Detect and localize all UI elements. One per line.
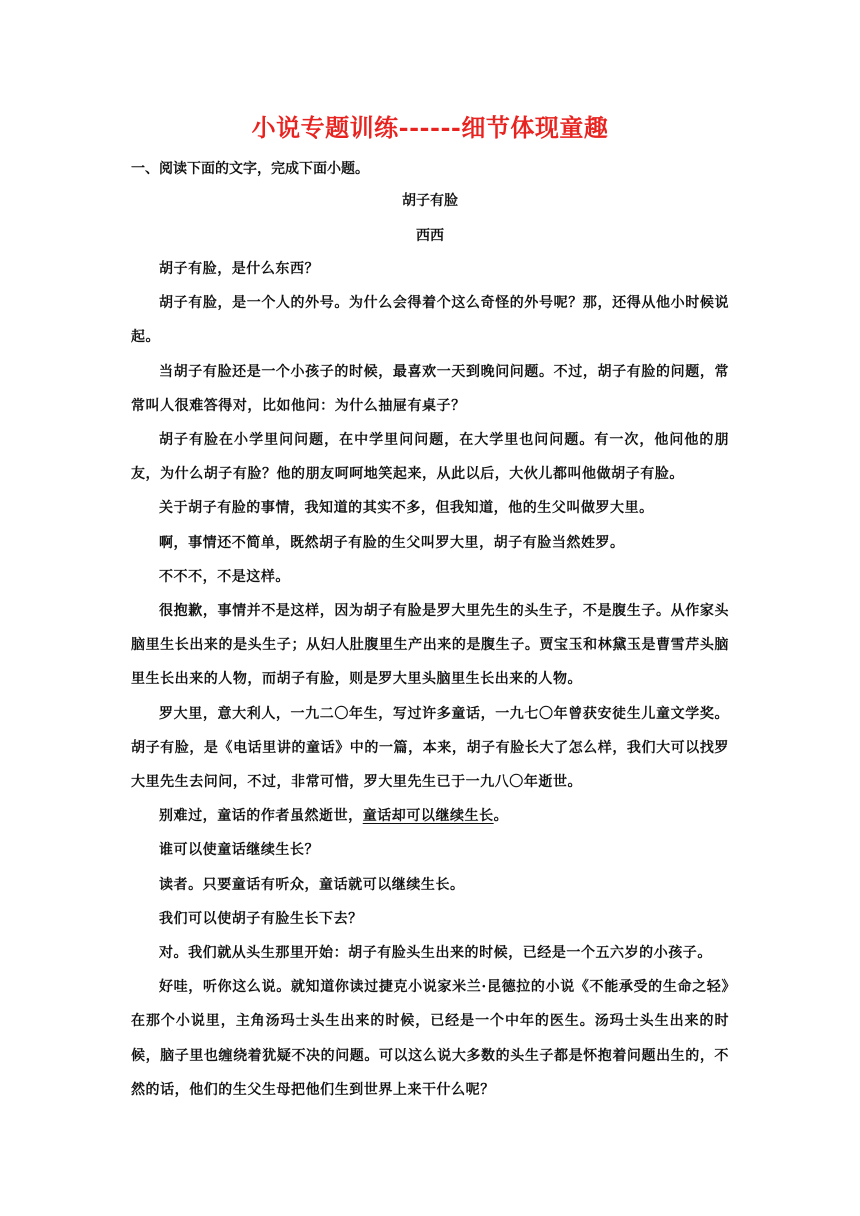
paragraph: 罗大里，意大利人，一九二〇年生，写过许多童话，一九七〇年曾获安徒生儿童文学奖。胡子有脸，是《电话里讲的童话》中的一篇，本来，胡子有脸长大了怎么样，我们大可以找罗大里先生去问问，不过，非常可惜，罗大里先生已于一九八〇年逝世。 bbox=[131, 705, 729, 791]
section-heading: 一、阅读下面的文字，完成下面小题。 bbox=[131, 161, 369, 177]
paragraph: 胡子有脸，是一个人的外号。为什么会得着个这么奇怪的外号呢？那，还得从他小时候说起。 bbox=[131, 295, 729, 346]
paragraph: 对。我们就从头生那里开始：胡子有脸头生出来的时候，已经是一个五六岁的小孩子。 bbox=[159, 945, 712, 962]
paragraph: 啊，事情还不简单，既然胡子有脸的生父叫罗大里，胡子有脸当然姓罗。 bbox=[159, 534, 625, 551]
paragraph-text: 别难过，童话的作者虽然逝世， bbox=[159, 808, 363, 825]
story-title: 胡子有脸 bbox=[402, 193, 458, 209]
paragraph: 不不不，不是这样。 bbox=[159, 568, 290, 585]
paragraph-text: 。 bbox=[493, 808, 509, 825]
paragraph: 好哇，听你这么说。就知道你读过捷克小说家米兰·昆德拉的小说《不能承受的生命之轻》在那个小说里，主角汤玛士头生出来的时候，已经是一个中年的医生。汤玛士头生出来的时候，脑子里也缠绕着犹疑不决的问题。可以这么说大多数的头生子都是怀抱着问题出生的，不然的话，他们的生父生母把他们生到世界上来干什么呢？ bbox=[131, 979, 729, 1098]
paragraph-with-underline bbox=[131, 799, 729, 833]
story-author: 西西 bbox=[416, 228, 444, 244]
underlined-phrase: 童话却可以继续生长 bbox=[362, 808, 494, 825]
paragraph: 谁可以使童话继续生长？ bbox=[159, 842, 320, 859]
paragraph: 当胡子有脸还是一个小孩子的时候，最喜欢一天到晚问问题。不过，胡子有脸的问题，常常叫人很难答得对，比如他问：为什么抽屉有桌子？ bbox=[131, 363, 729, 414]
story-body bbox=[131, 252, 729, 1107]
paragraph: 胡子有脸在小学里问问题，在中学里问问题，在大学里也问问题。有一次，他问他的朋友，为什么胡子有脸？他的朋友呵呵地笑起来，从此以后，大伙儿都叫他做胡子有脸。 bbox=[131, 432, 729, 483]
paragraph: 胡子有脸，是什么东西？ bbox=[159, 261, 320, 277]
paragraph: 读者。只要童话有听众，童话就可以继续生长。 bbox=[159, 876, 465, 893]
paragraph: 关于胡子有脸的事情，我知道的其实不多，但我知道，他的生父叫做罗大里。 bbox=[159, 500, 654, 517]
paragraph: 很抱歉，事情并不是这样，因为胡子有脸是罗大里先生的头生子，不是腹生子。从作家头脑里生长出来的是头生子；从妇人肚腹里生产出来的是腹生子。贾宝玉和林黛玉是曹雪芹头脑里生长出来的人物，而胡子有脸，则是罗大里头脑里生长出来的人物。 bbox=[131, 603, 729, 688]
paragraph: 我们可以使胡子有脸生长下去？ bbox=[159, 910, 363, 927]
document-title: 小说专题训练------细节体现童趣 bbox=[251, 113, 609, 142]
